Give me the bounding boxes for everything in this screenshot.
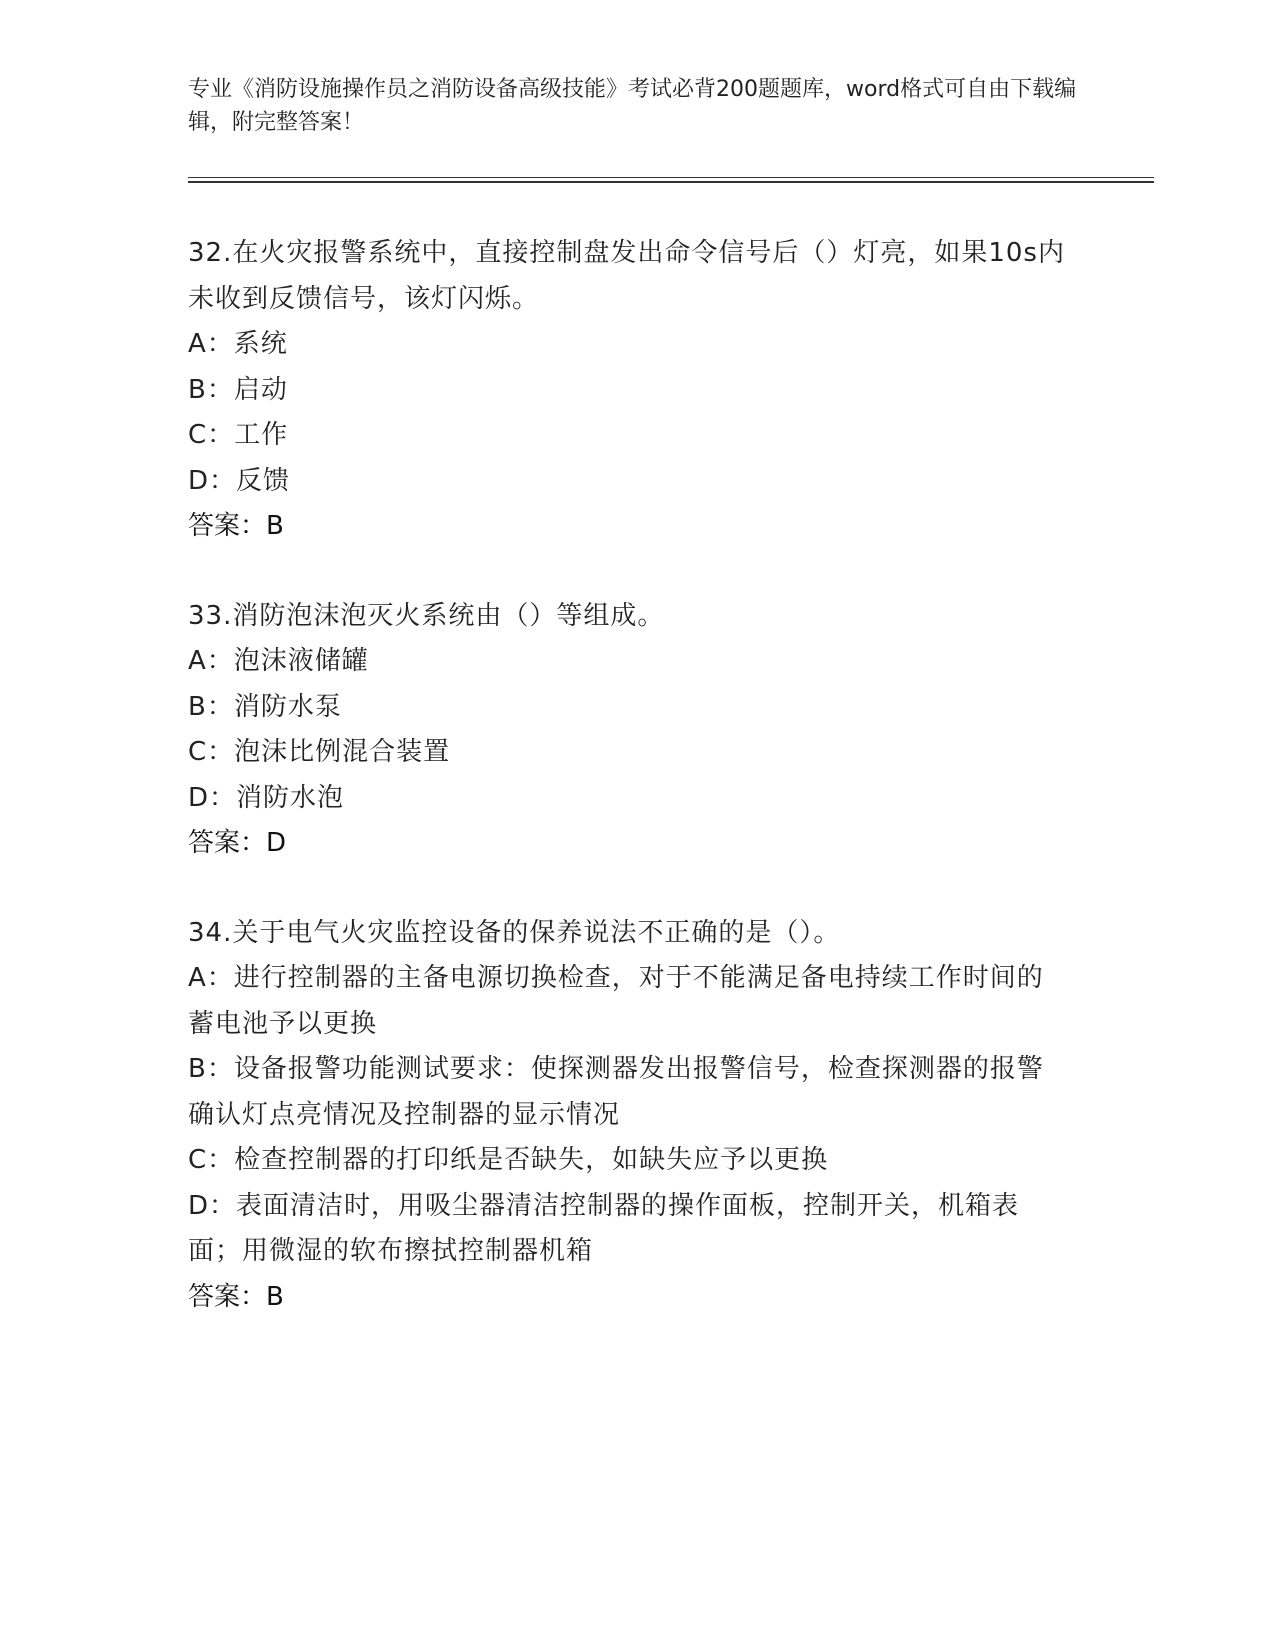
option-b: B：启动	[188, 374, 288, 405]
question-33	[188, 594, 1068, 867]
document-header: 专业《消防设施操作员之消防设备高级技能》考试必背200题题库，word格式可自由下载编辑，附完整答案！	[188, 77, 1077, 135]
option-d: D：反馈	[188, 465, 291, 496]
option-d: D：消防水泡	[188, 782, 345, 813]
option-a: A：进行控制器的主备电源切换检查，对于不能满足备电持续工作时间的蓄电池予以更换	[188, 963, 1044, 1039]
option-c: C：检查控制器的打印纸是否缺失，如缺失应予以更换	[188, 1145, 829, 1175]
option-d: D：表面清洁时，用吸尘器清洁控制器的操作面板，控制开关，机箱表面；用微湿的软布擦拭控制器机箱	[188, 1190, 1020, 1266]
question-34	[188, 911, 1068, 1321]
question-stem: 34.关于电气火灾监控设备的保养说法不正确的是（）。	[188, 917, 841, 948]
answer: 答案：B	[188, 1281, 284, 1312]
question-stem: 33.消防泡沫泡灭火系统由（）等组成。	[188, 600, 665, 631]
answer: 答案：D	[188, 828, 287, 858]
option-b: B：设备报警功能测试要求：使探测器发出报警信号，检查探测器的报警确认灯点亮情况及控制器的显示情况	[188, 1054, 1044, 1130]
option-b: B：消防水泵	[188, 691, 342, 722]
header-divider	[188, 177, 1154, 183]
question-32	[188, 231, 1068, 550]
answer: 答案：B	[188, 511, 284, 541]
option-c: C：工作	[188, 420, 289, 450]
question-stem: 32.在火灾报警系统中，直接控制盘发出命令信号后（）灯亮，如果10s内未收到反馈信号，该灯闪烁。	[188, 238, 1065, 314]
option-a: A：系统	[188, 329, 288, 359]
option-c: C：泡沫比例混合装置	[188, 737, 451, 767]
question-list	[188, 231, 1068, 1364]
option-a: A：泡沫液储罐	[188, 646, 369, 676]
